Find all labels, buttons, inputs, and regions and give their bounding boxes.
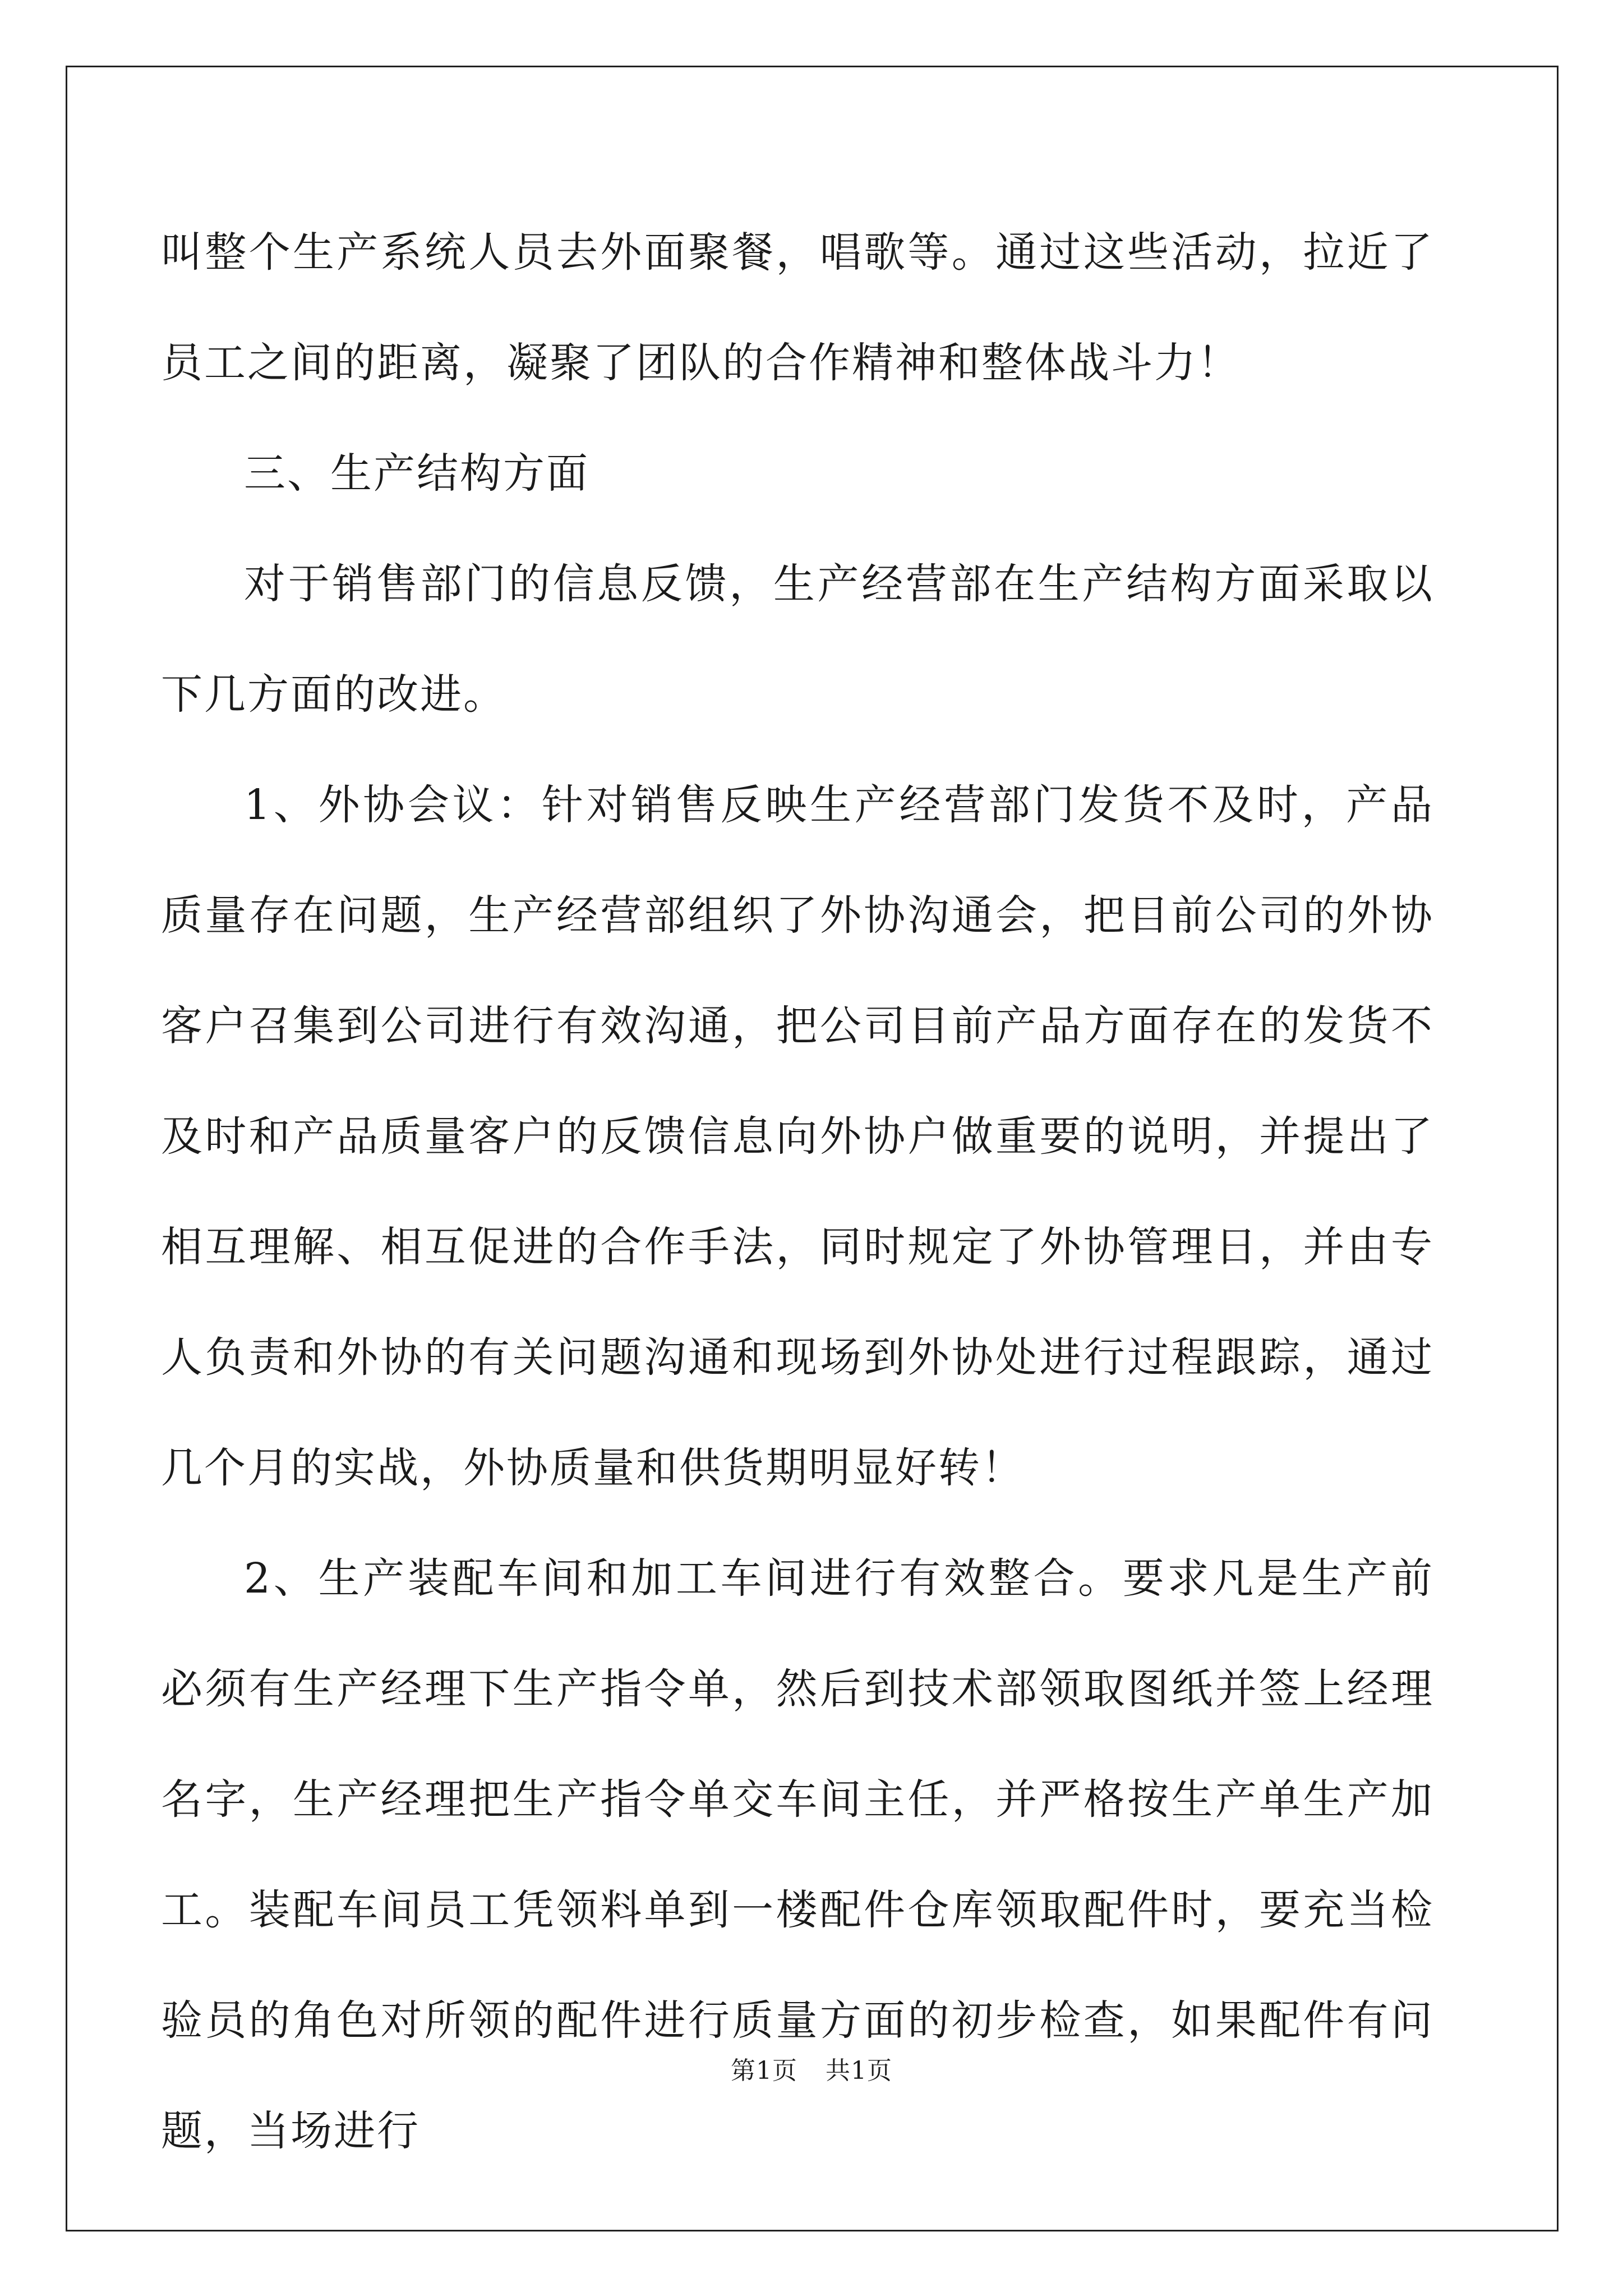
document-body	[161, 197, 1434, 2187]
page-footer	[0, 2054, 1623, 2088]
total-pages: 共1页	[826, 2056, 892, 2085]
paragraph: 叫整个生产系统人员去外面聚餐，唱歌等。通过这些活动，拉近了员工之间的距离，凝聚了团队的合作精神和整体战斗力！	[161, 228, 1434, 387]
paragraph: 1、外协会议：针对销售反映生产经营部门发货不及时，产品质量存在问题，生产经营部组织了外协沟通会，把目前公司的外协客户召集到公司进行有效沟通，把公司目前产品方面存在的发货不及时和产品质量客户的反馈信息向外协户做重要的说明，并提出了相互理解、相互促进的合作手法，同时规定了外协管理日，并由专人负责和外协的有关问题沟通和现场到外协处进行过程跟踪，通过几个月的实战，外协质量和供货期明显好转！	[161, 781, 1434, 1492]
page-number: 第1页	[731, 2056, 797, 2085]
section-heading: 三、生产结构方面	[244, 449, 589, 498]
paragraph: 对于销售部门的信息反馈，生产经营部在生产结构方面采取以下几方面的改进。	[161, 560, 1434, 719]
paragraph: 2、生产装配车间和加工车间进行有效整合。要求凡是生产前必须有生产经理下生产指令单，然后到技术部领取图纸并签上经理名字，生产经理把生产指令单交车间主任，并严格按生产单生产加工。装配车间员工凭领料单到一楼配件仓库领取配件时，要充当检验员的角色对所领的配件进行质量方面的初步检查，如果配件有问题，当场进行	[161, 1554, 1434, 2155]
